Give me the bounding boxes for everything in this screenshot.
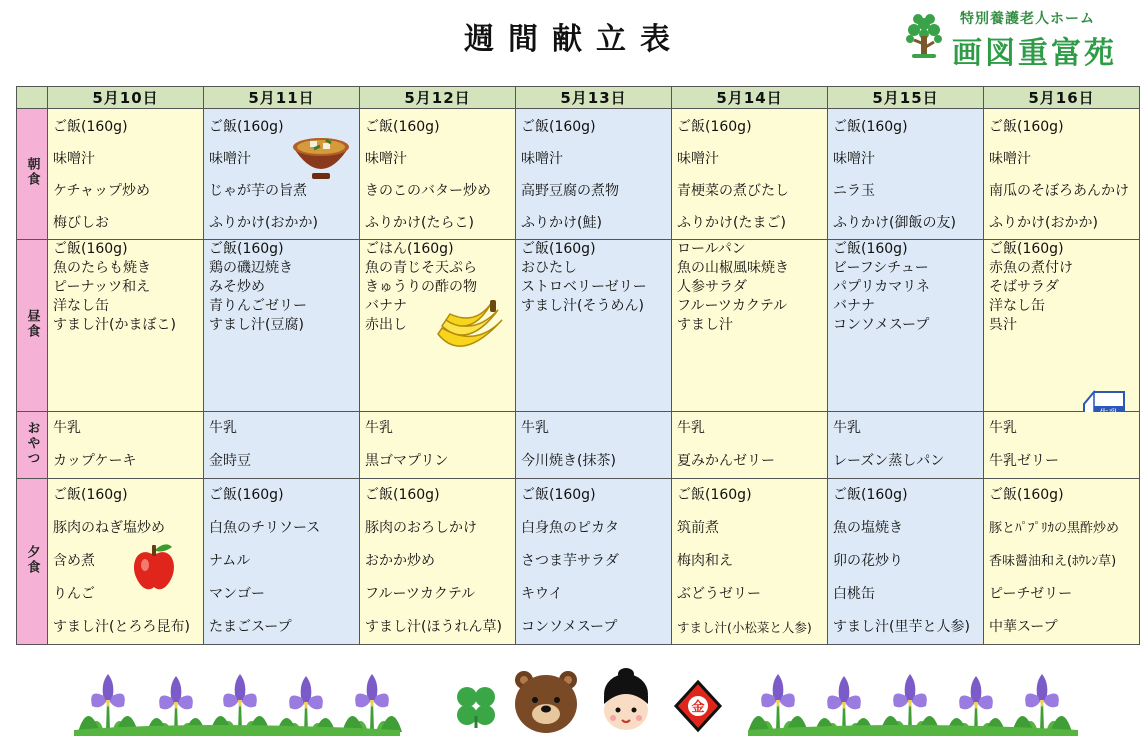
menu-item: ご飯(160g) — [53, 487, 128, 503]
page-title: 週間献立表 — [464, 22, 684, 57]
menu-item: きのこのバター炒め — [365, 183, 491, 199]
menu-item: じゃが芋の旨煮 — [209, 183, 307, 199]
menu-item: 香味醤油和え(ﾎｳﾚﾝ草) — [989, 554, 1117, 569]
menu-item: カップケーキ — [53, 453, 137, 469]
menu-item: 味噌汁 — [833, 151, 875, 167]
menu-cell — [984, 412, 1140, 479]
menu-item: ご飯(160g) — [521, 119, 596, 135]
menu-item: 牛乳ゼリー — [989, 453, 1059, 469]
menu-item: ご飯(160g) — [833, 487, 908, 503]
menu-item: 魚のたらも焼き — [53, 260, 151, 276]
menu-item: 中華スープ — [989, 619, 1058, 635]
menu-item: すまし汁(とろろ昆布) — [53, 619, 190, 635]
menu-item: すまし汁(ほうれん草) — [365, 619, 502, 635]
menu-item: ご飯(160g) — [53, 119, 128, 135]
menu-item: 豚肉のおろしかけ — [365, 520, 477, 536]
menu-item: 牛乳 — [209, 420, 237, 436]
menu-item: 味噌汁 — [989, 151, 1031, 167]
menu-cell — [672, 109, 828, 240]
menu-item: 白身魚のピカタ — [521, 520, 619, 536]
menu-cell — [984, 479, 1140, 645]
menu-item: ご飯(160g) — [521, 241, 596, 257]
menu-item: ご飯(160g) — [989, 119, 1064, 135]
menu-item: 魚の山椒風味焼き — [677, 260, 789, 276]
menu-cell — [828, 412, 984, 479]
menu-item: 牛乳 — [521, 420, 549, 436]
menu-item: たまごスープ — [209, 619, 292, 635]
facility-subtitle: 特別養護老人ホーム — [960, 11, 1095, 27]
menu-item: 牛乳 — [677, 420, 705, 436]
header-corner — [17, 87, 48, 109]
menu-item: 梅びしお — [53, 215, 109, 231]
menu-item: ふりかけ(鮭) — [521, 215, 602, 231]
menu-item: 味噌汁 — [521, 151, 563, 167]
menu-item: ピーチゼリー — [989, 586, 1073, 602]
menu-item: すまし汁(そうめん) — [521, 298, 644, 314]
menu-item: 味噌汁 — [677, 151, 719, 167]
menu-item: 呉汁 — [989, 317, 1017, 333]
menu-item: 白桃缶 — [833, 586, 875, 602]
menu-item: 青梗菜の煮びたし — [677, 183, 789, 199]
menu-item: ご飯(160g) — [677, 487, 752, 503]
iris-flower-icon — [78, 674, 402, 734]
tree-logo-icon — [902, 10, 946, 60]
menu-cell — [516, 240, 672, 412]
iris-flower-icon — [748, 674, 1072, 734]
kintaro-icon — [604, 668, 648, 730]
date-header: 5月15日 — [828, 87, 984, 109]
date-header: 5月10日 — [48, 87, 204, 109]
menu-item: 味噌汁 — [209, 151, 251, 167]
meal-label-dinner: 夕食 — [17, 479, 48, 645]
date-header-row — [17, 87, 1140, 109]
menu-item: パプリカマリネ — [833, 279, 931, 295]
decorative-border — [0, 664, 1148, 740]
menu-cell — [984, 109, 1140, 240]
menu-item: 夏みかんゼリー — [677, 453, 775, 469]
menu-item: ご飯(160g) — [365, 119, 440, 135]
menu-item: ピーナッツ和え — [53, 279, 151, 295]
menu-item: 魚の塩焼き — [833, 520, 903, 536]
menu-cell — [828, 240, 984, 412]
apple-icon — [130, 541, 178, 593]
menu-cell — [672, 240, 828, 412]
menu-cell — [48, 240, 204, 412]
menu-item: 牛乳 — [833, 420, 861, 436]
menu-item: ぶどうゼリー — [677, 586, 761, 602]
menu-item: ご飯(160g) — [833, 119, 908, 135]
menu-item: ご飯(160g) — [365, 487, 440, 503]
menu-cell — [984, 240, 1140, 412]
menu-item: りんご — [53, 586, 95, 602]
menu-item: コンソメスープ — [833, 317, 930, 333]
menu-cell — [516, 412, 672, 479]
facility-logo — [902, 6, 1142, 71]
menu-cell — [360, 412, 516, 479]
menu-item: 白魚のチリソース — [209, 520, 321, 536]
menu-item: ビーフシチュー — [833, 260, 929, 276]
menu-item: ふりかけ(たまご) — [677, 215, 786, 231]
menu-item: すまし汁(小松菜と人参) — [677, 620, 812, 635]
menu-cell — [204, 109, 360, 240]
menu-item: ご飯(160g) — [209, 241, 284, 257]
menu-cell — [48, 479, 204, 645]
menu-cell — [672, 479, 828, 645]
menu-item: 味噌汁 — [365, 151, 407, 167]
menu-item: 牛乳 — [365, 420, 393, 436]
menu-item: 梅肉和え — [677, 553, 733, 569]
clover-icon — [457, 687, 495, 728]
menu-cell — [360, 479, 516, 645]
weekly-menu-table — [16, 86, 1140, 645]
date-header: 5月16日 — [984, 87, 1140, 109]
menu-item: コンソメスープ — [521, 619, 618, 635]
menu-item: ふりかけ(御飯の友) — [833, 215, 956, 231]
menu-item: さつま芋サラダ — [521, 553, 619, 569]
menu-cell — [48, 412, 204, 479]
meal-label-breakfast: 朝食 — [17, 109, 48, 240]
menu-item: 含め煮 — [53, 553, 95, 569]
menu-item: すまし汁 — [677, 317, 733, 333]
date-header: 5月11日 — [204, 87, 360, 109]
menu-cell — [828, 479, 984, 645]
menu-item: ご飯(160g) — [521, 487, 596, 503]
menu-item: 洋なし缶 — [53, 298, 109, 314]
menu-item: ご飯(160g) — [989, 487, 1064, 503]
bear-icon — [515, 671, 577, 733]
menu-item: ご飯(160g) — [53, 241, 128, 257]
menu-cell — [828, 109, 984, 240]
menu-item: すまし汁(かまぼこ) — [53, 317, 176, 333]
menu-item: 金時豆 — [209, 453, 251, 469]
menu-item: ケチャップ炒め — [53, 183, 151, 199]
menu-item: 南瓜のそぼろあんかけ — [989, 183, 1129, 199]
banana-icon — [432, 298, 508, 362]
snack-row — [17, 412, 1140, 479]
menu-item: フルーツカクテル — [677, 298, 788, 314]
menu-item: バナナ — [833, 298, 875, 314]
menu-item: ご飯(160g) — [833, 241, 908, 257]
menu-item: おかか炒め — [365, 553, 435, 569]
menu-item: マンゴー — [209, 586, 265, 602]
menu-cell — [204, 412, 360, 479]
miso-soup-icon — [290, 129, 352, 185]
menu-item: 洋なし缶 — [989, 298, 1045, 314]
menu-item: すまし汁(豆腐) — [209, 317, 304, 333]
menu-item: 今川焼き(抹茶) — [521, 453, 616, 469]
svg-text:金: 金 — [691, 700, 705, 715]
menu-item: ご飯(160g) — [677, 119, 752, 135]
menu-cell — [672, 412, 828, 479]
menu-item: ふりかけ(おかか) — [209, 215, 318, 231]
menu-cell — [516, 109, 672, 240]
menu-item: 卯の花炒り — [833, 553, 903, 569]
menu-cell — [360, 109, 516, 240]
menu-item: キウイ — [521, 586, 563, 602]
menu-item: ご飯(160g) — [989, 241, 1064, 257]
menu-cell — [48, 109, 204, 240]
menu-item: すまし汁(里芋と人参) — [833, 619, 970, 635]
menu-item: 豚とﾊﾟﾌﾟﾘｶの黒酢炒め — [989, 521, 1120, 536]
meal-label-lunch: 昼食 — [17, 240, 48, 412]
menu-item: ご飯(160g) — [209, 119, 284, 135]
date-header: 5月13日 — [516, 87, 672, 109]
menu-item: 赤魚の煮付け — [989, 260, 1073, 276]
menu-cell — [516, 479, 672, 645]
lunch-row — [17, 240, 1140, 412]
menu-item: きゅうりの酢の物 — [365, 279, 477, 295]
menu-cell — [204, 479, 360, 645]
menu-item: フルーツカクテル — [365, 586, 476, 602]
menu-item: レーズン蒸しパン — [833, 453, 945, 469]
menu-item: 青りんごゼリー — [209, 298, 307, 314]
menu-item: 人参サラダ — [677, 279, 747, 295]
menu-item: 牛乳 — [989, 420, 1017, 436]
date-header: 5月14日 — [672, 87, 828, 109]
menu-item: ご飯(160g) — [209, 487, 284, 503]
dinner-row — [17, 479, 1140, 645]
menu-item: 赤出し — [365, 317, 407, 333]
menu-item: ナムル — [209, 553, 251, 569]
menu-item: ロールパン — [677, 241, 746, 257]
menu-item: 鶏の磯辺焼き — [209, 260, 293, 276]
menu-item: 味噌汁 — [53, 151, 95, 167]
date-header: 5月12日 — [360, 87, 516, 109]
breakfast-row — [17, 109, 1140, 240]
menu-item: 筑前煮 — [677, 520, 719, 536]
kintaro-apron-icon — [676, 682, 720, 730]
menu-item: ストロベリーゼリー — [521, 279, 647, 295]
menu-item: おひたし — [521, 260, 577, 276]
menu-item: ふりかけ(たらこ) — [365, 215, 474, 231]
facility-name: 画図重富苑 — [952, 36, 1117, 71]
menu-item: 黒ゴマプリン — [365, 453, 449, 469]
menu-item: ニラ玉 — [833, 183, 875, 199]
menu-item: みそ炒め — [209, 279, 265, 295]
menu-item: バナナ — [365, 298, 407, 314]
meal-label-snack: おやつ — [17, 412, 48, 479]
menu-item: 牛乳 — [53, 420, 81, 436]
menu-item: そばサラダ — [989, 279, 1059, 295]
menu-item: 豚肉のねぎ塩炒め — [53, 520, 165, 536]
menu-item: ごはん(160g) — [365, 241, 454, 257]
menu-cell — [360, 240, 516, 412]
menu-item: 魚の青じそ天ぷら — [365, 260, 477, 276]
menu-item: 高野豆腐の煮物 — [521, 183, 619, 199]
menu-item: ふりかけ(おかか) — [989, 215, 1098, 231]
menu-cell — [204, 240, 360, 412]
